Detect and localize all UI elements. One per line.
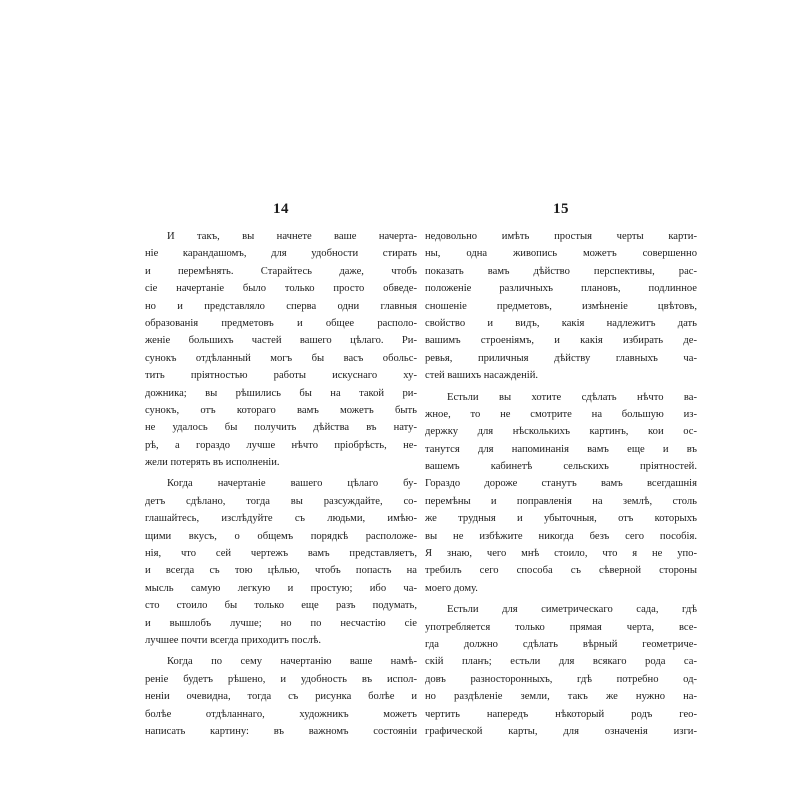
right-text-line: перемѣны и поправленія на землѣ, столь: [425, 495, 697, 507]
left-text-line: рѣ, а гораздо лучше нѣчто пріобрѣсть, не-: [145, 439, 417, 451]
left-text-line: сунокъ отдѣланный могъ бы васъ обольс-: [145, 352, 417, 364]
left-text-line: Когда начертаніе вашего цѣлаго бу-: [167, 478, 417, 490]
left-text-line: тить пріятностью работы искуснаго ху-: [145, 370, 417, 382]
left-text-line: но и представляло сперва одни главныя: [145, 300, 417, 312]
left-text-line: дожника; вы рѣшились бы на такой ри-: [145, 387, 417, 399]
left-text-line: образованія предметовъ и общее располо-: [145, 317, 417, 329]
right-text-line: Гораздо дороже станутъ вамъ всегдашнія: [425, 478, 697, 490]
right-text-line: же трудныя и убыточныя, отъ которыхъ: [425, 513, 697, 525]
right-text-line: Естьли для симетрическаго сада, гдѣ: [447, 604, 697, 616]
right-text-line: держку для нѣсколькихъ картинъ, кои ос-: [425, 426, 697, 438]
left-text-line: и перемѣнять. Старайтесь даже, чтобъ: [145, 265, 417, 277]
left-text-line: написать картину: въ важномъ состояніи: [145, 725, 417, 737]
right-text-line: свойство и видъ, какія надлежитъ дать: [425, 317, 697, 329]
right-text-line: довъ разносторонныхъ, гдѣ потребно од-: [425, 673, 697, 685]
right-text-line: стей вашихъ насажденій.: [425, 370, 539, 382]
left-text-line: детъ сдѣлано, тогда вы разсуждайте, со-: [145, 495, 417, 507]
right-text-line: Естьли вы хотите сдѣлать нѣчто ва-: [447, 391, 697, 403]
right-page-text: [425, 228, 697, 740]
right-page-number: 15: [553, 201, 569, 217]
left-text-line: сіе начертаніе было только просто обведе-: [145, 283, 417, 295]
left-text-line: и вышлобъ лучше; но по несчастію сіе: [145, 617, 417, 629]
right-text-line: но раздѣленіе земли, такъ же нужно на-: [425, 691, 697, 703]
left-text-line: глашайтесь, изслѣдуйте съ людьми, имѣю-: [145, 513, 417, 525]
right-text-line: танутся для напоминанія вамъ еще и въ: [425, 443, 697, 455]
left-text-line: сунокъ, отъ котораго вамъ можетъ быть: [145, 404, 417, 416]
right-text-line: недовольно имѣть простыя черты карти-: [425, 231, 697, 242]
right-text-line: ревья, приличныя дѣйству главныхъ ча-: [425, 352, 697, 364]
right-text-line: Я знаю, чего мнѣ стоило, что я не упо-: [425, 548, 697, 560]
left-text-line: ніе карандашомъ, для удобности стирать: [145, 248, 417, 260]
left-text-line: и всегда съ тою цѣлью, чтобъ попасть на: [145, 565, 417, 577]
left-text-line: нія, что сей чертежъ вамъ представляетъ,: [145, 548, 417, 560]
left-text-line: болѣе отдѣланнаго, художникъ можетъ: [145, 708, 417, 720]
left-page-number: 14: [273, 201, 289, 217]
right-text-line: вашемъ кабинетѣ сельскихъ пріятностей.: [425, 461, 697, 473]
right-text-line: скій планъ; естьли для всякаго рода са-: [425, 656, 697, 668]
right-text-line: сношеніе предметовъ, измѣненіе цвѣтовъ,: [425, 300, 697, 312]
right-text-line: моего дому.: [425, 582, 478, 594]
left-text-line: И такъ, вы начнете ваше начерта-: [167, 231, 417, 242]
left-text-line: мысль самую легкую и простую; ибо ча-: [145, 582, 417, 594]
right-text-line: чертить напередъ нѣкоторый родъ гео-: [425, 708, 697, 720]
right-text-line: графической карты, для означенія изги-: [425, 725, 697, 737]
right-text-line: гда должно сдѣлать вѣрный геометриче-: [425, 638, 697, 650]
right-text-line: показать вамъ дѣйство перспективы, рас-: [425, 265, 697, 277]
left-page-text: [145, 228, 417, 740]
right-text-line: жное, то не смотрите на большую из-: [425, 408, 697, 420]
right-text-line: положеніе различныхъ плановъ, подлинное: [425, 283, 697, 295]
left-text-line: неніи очевидна, тогда съ рисунка болѣе и: [145, 691, 417, 703]
left-text-line: лучшее почти всегда приходитъ послѣ.: [145, 634, 322, 646]
right-text-line: вашимъ строеніямъ, и какія избирать де-: [425, 335, 697, 347]
right-text-line: вы не избѣжите никогда безъ сего пособія.: [425, 530, 697, 542]
left-text-line: не удалось бы получить дѣйства въ нату-: [145, 422, 417, 434]
left-text-line: щими вкусъ, о общемъ порядкѣ расположе-: [145, 530, 417, 542]
right-text-line: ны, одна живопись можетъ совершенно: [425, 248, 697, 260]
right-text-line: употребляется только прямая черта, все-: [425, 621, 697, 633]
left-text-line: Когда по сему начертанію ваше намѣ-: [167, 656, 417, 668]
left-text-line: жели потерять въ исполненіи.: [145, 457, 280, 469]
left-text-line: сто стоило бы только еще разъ подумать,: [145, 600, 417, 612]
right-text-line: требилъ сего способа съ сѣверной стороны: [425, 565, 697, 577]
left-text-line: женіе большихъ частей вашего цѣлаго. Ри-: [145, 335, 417, 347]
left-text-line: реніе будетъ рѣшено, и удобность въ испол-: [145, 673, 417, 685]
